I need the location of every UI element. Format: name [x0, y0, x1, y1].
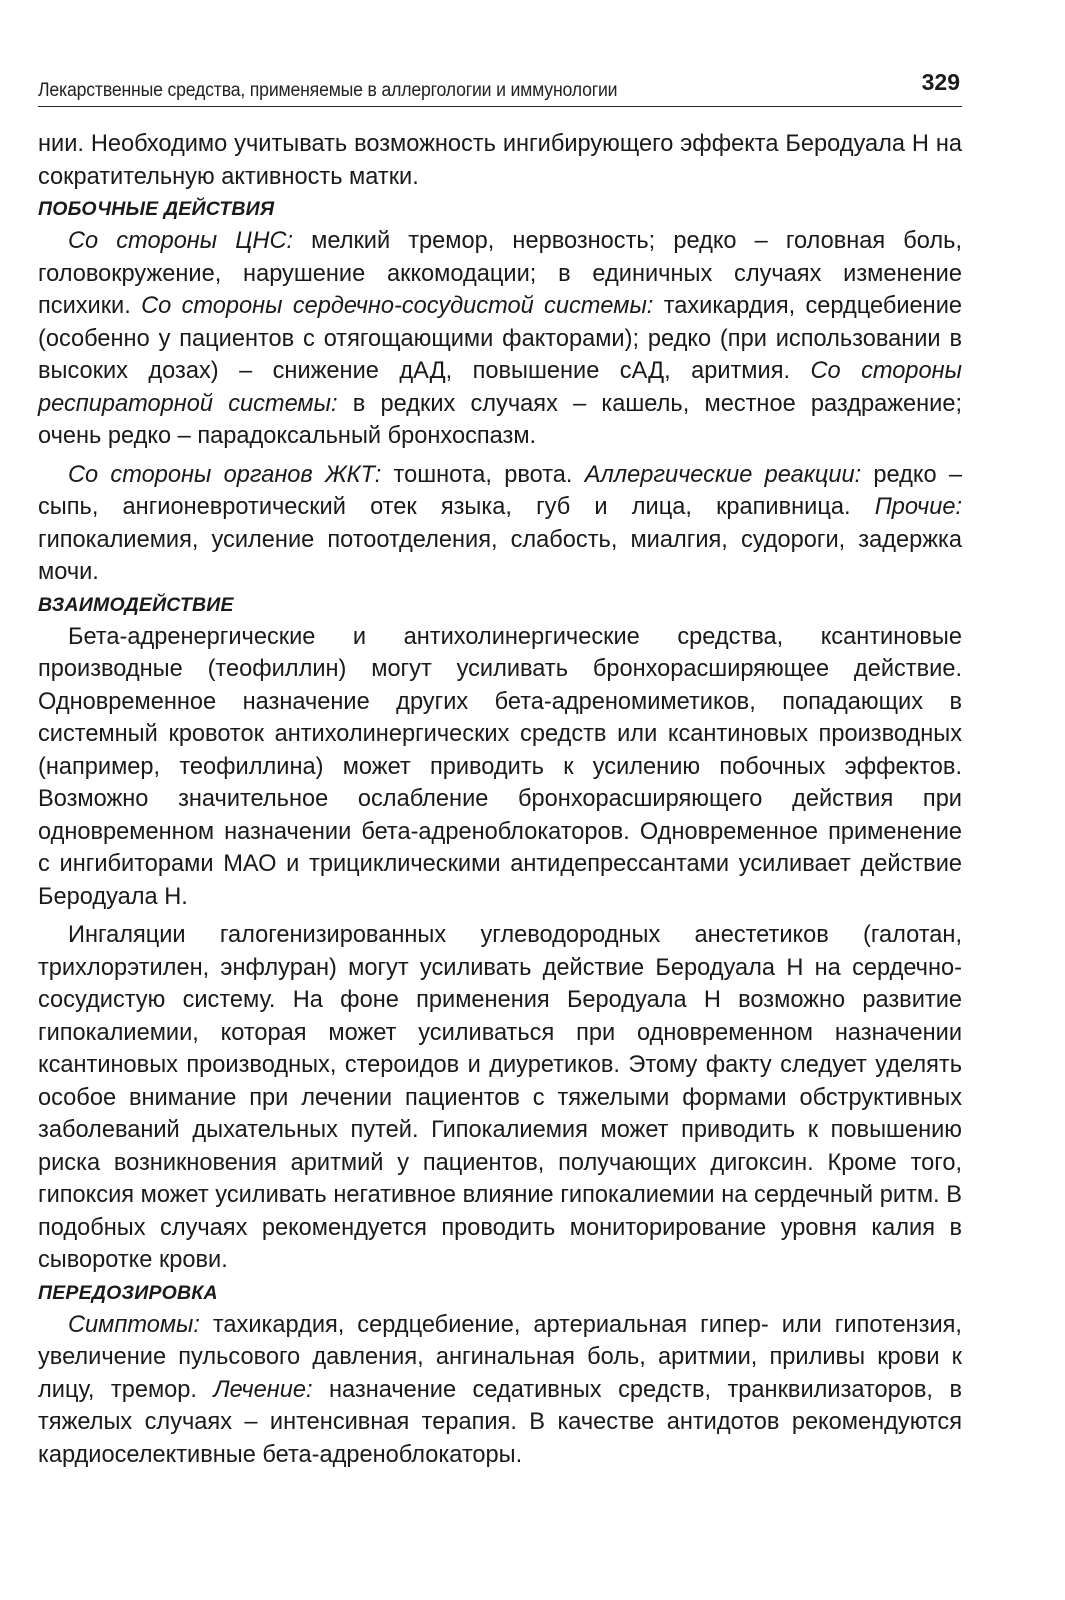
running-title: Лекарственные средства, применяемые в аллергологии и иммунологии	[38, 80, 618, 101]
intro-paragraph: нии. Необходимо учитывать возможность ингибирующего эффекта Беродуала Н на сократительную активность матки.	[38, 131, 962, 190]
overdose-heading: ПЕРЕДОЗИРОВКА	[38, 1281, 218, 1304]
gi-text: тошнота, рвота.	[381, 461, 585, 488]
other-term: Прочие:	[874, 494, 962, 520]
page-number: 329	[921, 69, 960, 95]
overdose-paragraph	[38, 1309, 962, 1472]
allergy-text: редко – сыпь, ангионевротический отек языка, губ и лица, крапивница.	[38, 461, 963, 520]
main-text	[38, 128, 962, 1471]
cardio-term: Со стороны сердечно-сосудистой системы:	[141, 293, 654, 319]
symptoms-term: Симптомы:	[68, 1311, 200, 1338]
interaction-heading: ВЗАИМОДЕЙСТВИЕ	[38, 593, 234, 616]
cardio-text: тахикардия, сердцебиение (особенно у пациентов с отягощающими факторами); редко (при использовании в высоких дозах) – снижение дАД, повышение сАД, аритмия.	[38, 293, 963, 384]
treatment-term: Лечение:	[213, 1376, 313, 1403]
cns-text: мелкий тремор, нервозность; редко – головная боль, головокружение, нарушение аккомодации; в единичных случаях изменение психики.	[38, 228, 963, 319]
respiratory-term: Со стороны респираторной системы:	[38, 358, 962, 417]
cns-term: Со стороны ЦНС:	[68, 228, 294, 254]
side-effects-paragraph-2	[38, 459, 962, 589]
gi-term: Со стороны органов ЖКТ:	[68, 461, 382, 488]
side-effects-heading: ПОБОЧНЫЕ ДЕЙСТВИЯ	[38, 198, 275, 220]
interaction-paragraph-2: Ингаляции галогенизированных углеводородных анестетиков (галотан, трихлорэтилен, энфлуран) могут усиливать действие Беродуала Н на сердечно-сосудистую систему. На фоне применения Беродуала Н возможно развитие гипокалиемии, которая может усиливаться при одновременном назначении ксантиновых производных, стероидов и диуретиков. Этому факту следует уделять особое внимание при лечении пациентов с тяжелыми формами обструктивных заболеваний дыхательных путей. Гипокалиемия может приводить к повышению риска возникновения аритмий у пациентов, получающих дигоксин. Кроме того, гипоксия может усиливать негативное влияние гипокалиемии на сердечный ритм. В подобных случаях рекомендуется проводить мониторирование уровня калия в сыворотке крови.	[38, 922, 962, 1273]
other-text: гипокалиемия, усиление потоотделения, слабость, миалгия, судороги, задержка мочи.	[38, 526, 962, 585]
symptoms-text: тахикардия, сердцебиение, артериальная гипер- или гипотензия, увеличение пульсового давления, ангинальная боль, аритмии, приливы крови к лицу, тремор.	[38, 1311, 962, 1403]
respiratory-text: в редких случаях – кашель, местное раздражение; очень редко – парадоксальный бронхоспазм.	[38, 390, 962, 449]
side-effects-paragraph-1	[38, 225, 962, 453]
allergy-term: Аллергические реакции:	[584, 461, 862, 488]
interaction-paragraph-1: Бета-адренергические и антихолинергические средства, ксантиновые производные (теофиллин) могут усиливать бронхорасширяющее действие. Одновременное назначение других бета-адреномиметиков, попадающих в системный кровоток антихолинергических средств или ксантиновых производных (например, теофиллина) может приводить к усилению побочных эффектов. Возможно значительное ослабление бронхорасширяющего действия при одновременном назначении бета-адреноблокаторов. Одновременное применение с ингибиторами МАО и трициклическими антидепрессантами усиливает действие Беродуала Н.	[38, 623, 962, 910]
running-header	[38, 66, 962, 107]
treatment-text: назначение седативных средств, транквилизаторов, в тяжелых случаях – интенсивная терапия. В качестве антидотов рекомендуются кардиоселективные бета-адреноблокаторы.	[38, 1376, 962, 1468]
